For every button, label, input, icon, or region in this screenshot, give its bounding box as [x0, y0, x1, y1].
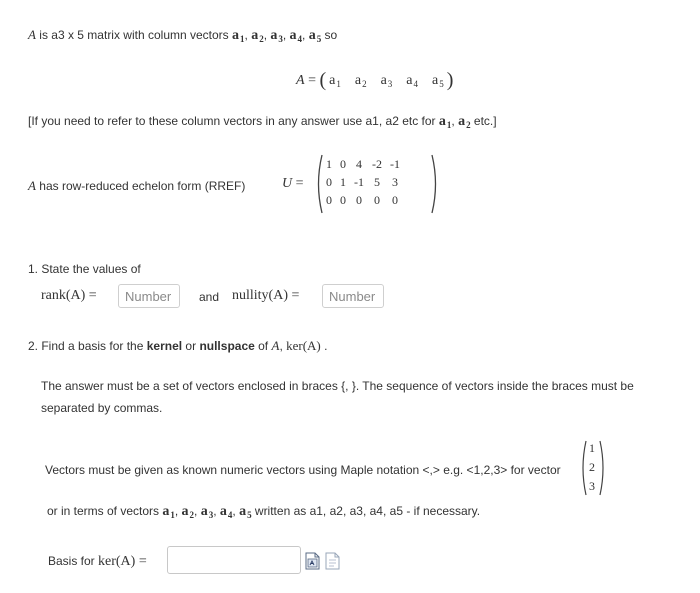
- terms-tail: written as a1, a2, a3, a4, a5 - if necessary.: [251, 504, 481, 518]
- matrix-cell: 0: [374, 192, 380, 207]
- vector-entry: 3: [589, 479, 595, 493]
- terms-sentence: or in terms of vectors $a_1$, $a_2$, $a_3$, $a_4$, $a_5$ written as a1, a2, a3, a4, a5 - if necessary.: [47, 504, 481, 520]
- matrix-row: [322, 191, 404, 209]
- matrix-cell: 0: [356, 192, 362, 207]
- left-paren: (: [319, 69, 327, 91]
- vector-a2: $a_2$: [251, 28, 264, 44]
- rref-label-text: has row-reduced echelon form (RREF): [35, 179, 246, 193]
- matrix-cell: 0: [392, 192, 398, 207]
- terms-text: or in terms of vectors: [47, 504, 163, 518]
- intro-so: so: [321, 28, 338, 42]
- vector-a4: $a_4$: [289, 28, 303, 44]
- vector-entry: 1: [589, 441, 595, 455]
- u-symbol: U: [282, 176, 293, 191]
- matrix-cell: -1: [390, 156, 400, 171]
- terms-a4: $a_4$: [219, 504, 233, 520]
- terms-a2: $a_2$: [181, 504, 195, 520]
- matrix-cell: 0: [340, 192, 346, 207]
- terms-a5: $a_5$: [239, 504, 252, 520]
- vector-a3: $a_3$: [270, 28, 283, 44]
- note-text: [If you need to refer to these column vectors in any answer use a1, a2 etc for: [28, 114, 439, 128]
- q2-text: 2. Find a basis for the: [28, 339, 147, 353]
- matrix-name: A: [28, 27, 36, 42]
- maple-instruction: Vectors must be given as known numeric vectors using Maple notation <,> e.g. <1,2,3> for vector: [45, 463, 561, 477]
- instructions-line-1: The answer must be a set of vectors enclosed in braces {, }. The sequence of vectors inside the braces must be: [41, 379, 634, 393]
- def-a4: $a_4$: [406, 73, 419, 89]
- note-a1: $a_1$: [438, 114, 452, 130]
- nullity-input[interactable]: Number: [322, 284, 384, 308]
- rank-input[interactable]: Number: [118, 284, 180, 308]
- vector-a1: $a_1$: [232, 28, 245, 44]
- rref-label: [28, 178, 245, 194]
- and-text: and: [199, 290, 220, 304]
- q2-heading: 2. Find a basis for the kernel or nullspace of A, ker(A) .: [28, 338, 328, 353]
- matrix-cell: -1: [354, 174, 364, 189]
- q1-heading: 1. State the values of: [28, 262, 141, 276]
- def-a3: $a_3$: [380, 73, 393, 89]
- note-etc: etc.]: [470, 114, 497, 128]
- matrix-cell: 5: [374, 174, 380, 189]
- note-a2: $a_2$: [458, 114, 471, 130]
- matrix-row: [322, 173, 404, 191]
- vector-a5: $a_5$: [308, 28, 322, 44]
- rref-matrix-name: A: [28, 178, 36, 193]
- preview-icon[interactable]: [325, 552, 340, 570]
- intro-sentence: A is a3 x 5 matrix with column vectors $a_1$, $a_2$, $a_3$, $a_4$, $a_5$ so: [28, 27, 338, 44]
- intro-text: is a3 x 5 matrix with column vectors: [35, 28, 233, 42]
- def-a1: $a_1$: [329, 73, 341, 89]
- basis-ker: ker(A): [98, 554, 136, 569]
- terms-a1: $a_1$: [162, 504, 175, 520]
- def-a5: $a_5$: [432, 73, 444, 89]
- rref-matrix-table: [322, 155, 404, 209]
- matrix-row: [322, 155, 404, 173]
- kernel-term: kernel: [146, 339, 183, 353]
- basis-label: Basis for ker(A) =: [48, 554, 147, 569]
- nullspace-term: nullspace: [199, 339, 255, 353]
- right-paren: ): [446, 69, 454, 91]
- matrix-cell: 4: [356, 156, 362, 171]
- rank-label: rank(A) =: [41, 288, 97, 303]
- q2-matrix-name: A: [271, 338, 280, 353]
- matrix-cell: 0: [340, 156, 346, 171]
- vector-entry: 2: [589, 460, 595, 474]
- example-vector: [580, 439, 606, 497]
- equation-editor-icon[interactable]: [305, 552, 320, 570]
- def-lhs: A: [296, 73, 305, 88]
- matrix-cell: 3: [392, 174, 398, 189]
- basis-input[interactable]: [167, 546, 301, 574]
- terms-a3: $a_3$: [200, 504, 214, 520]
- q2-ker: ker(A): [286, 338, 321, 353]
- instructions-line-2: separated by commas.: [41, 401, 163, 415]
- u-equals: U =: [282, 176, 304, 191]
- matrix-cell: -2: [372, 156, 382, 171]
- matrix-cell: 1: [326, 156, 332, 171]
- nullity-label: nullity(A) =: [232, 288, 300, 303]
- matrix-cell: 1: [340, 174, 346, 189]
- reference-note: [If you need to refer to these column vectors in any answer use a1, a2 etc for $a_1$, $a_2$ etc.]: [28, 114, 497, 130]
- rref-matrix: [314, 153, 440, 215]
- matrix-cell: 0: [326, 174, 332, 189]
- def-a2: $a_2$: [354, 73, 367, 89]
- definition-equation: A = ( $a_1$ $a_2$ $a_3$ $a_4$ $a_5$ ): [296, 69, 454, 91]
- matrix-cell: 0: [326, 192, 332, 207]
